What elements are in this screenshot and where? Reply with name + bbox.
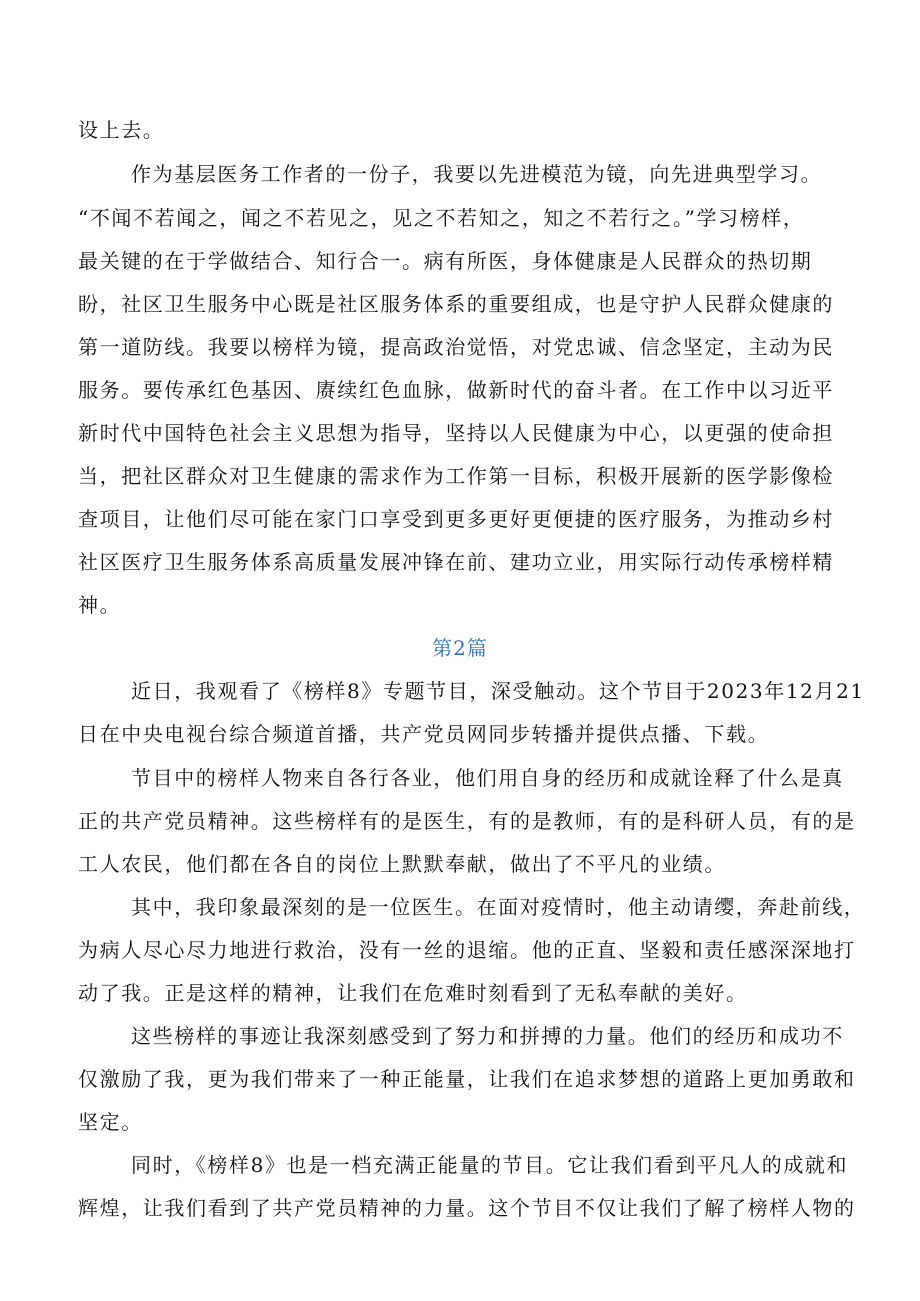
paragraph-line: 最关键的在于学做结合、知行合一。病有所医，身体健康是人民群众的热切期 xyxy=(78,249,813,273)
paragraph-line: 仅激励了我，更为我们带来了一种正能量，让我们在追求梦想的道路上更加勇敢和 xyxy=(78,1067,856,1091)
paragraph-line: 近日，我观看了《榜样8》专题节目，深受触动。这个节目于2023年12月21 xyxy=(131,679,865,703)
section-heading: 第2篇 xyxy=(432,636,488,660)
paragraph-line: 盼，社区卫生服务中心既是社区服务体系的重要组成，也是守护人民群众健康的 xyxy=(78,292,834,316)
paragraph-line: 设上去。 xyxy=(78,118,165,142)
paragraph-line: 作为基层医务工作者的一份子，我要以先进模范为镜，向先进典型学习。 xyxy=(131,162,823,186)
paragraph-line: 新时代中国特色社会主义思想为指导，坚持以人民健康为中心，以更强的使命担 xyxy=(78,421,834,445)
paragraph-line: 服务。要传承红色基因、赓续红色血脉，做新时代的奋斗者。在工作中以习近平 xyxy=(78,378,834,402)
paragraph-line: 为病人尽心尽力地进行救治，没有一丝的退缩。他的正直、坚毅和责任感深深地打 xyxy=(78,938,856,962)
paragraph-line: 神。 xyxy=(78,593,122,617)
paragraph-line: 社区医疗卫生服务体系高质量发展冲锋在前、建功立业，用实际行动传承榜样精 xyxy=(78,550,834,574)
paragraph-line: 这些榜样的事迹让我深刻感受到了努力和拼搏的力量。他们的经历和成功不 xyxy=(131,1024,844,1048)
paragraph-line: 同时，《榜样8》也是一档充满正能量的节目。它让我们看到平凡人的成就和 xyxy=(131,1153,849,1177)
paragraph-line: “不闻不若闻之，闻之不若见之，见之不若知之，知之不若行之。”学习榜样， xyxy=(78,206,805,230)
paragraph-line: 动了我。正是这样的精神，让我们在危难时刻看到了无私奉献的美好。 xyxy=(78,981,748,1005)
paragraph-line: 坚定。 xyxy=(78,1110,143,1134)
paragraph-line: 当，把社区群众对卫生健康的需求作为工作第一目标，积极开展新的医学影像检 xyxy=(78,464,834,488)
paragraph-line: 节目中的榜样人物来自各行各业，他们用自身的经历和成就诠释了什么是真 xyxy=(131,766,844,790)
paragraph-line: 辉煌，让我们看到了共产党员精神的力量。这个节目不仅让我们了解了榜样人物的 xyxy=(78,1196,856,1220)
paragraph-line: 第一道防线。我要以榜样为镜，提高政治觉悟，对党忠诚、信念坚定，主动为民 xyxy=(78,335,834,359)
paragraph-line: 其中，我印象最深刻的是一位医生。在面对疫情时，他主动请缨，奔赴前线， xyxy=(131,895,866,919)
paragraph-line: 日在中央电视台综合频道首播，共产党员网同步转播并提供点播、下载。 xyxy=(78,722,770,746)
paragraph-line: 查项目，让他们尽可能在家门口享受到更多更好更便捷的医疗服务，为推动乡村 xyxy=(78,507,834,531)
paragraph-line: 工人农民，他们都在各自的岗位上默默奉献，做出了不平凡的业绩。 xyxy=(78,852,726,876)
paragraph-line: 正的共产党员精神。这些榜样有的是医生，有的是教师，有的是科研人员，有的是 xyxy=(78,809,856,833)
